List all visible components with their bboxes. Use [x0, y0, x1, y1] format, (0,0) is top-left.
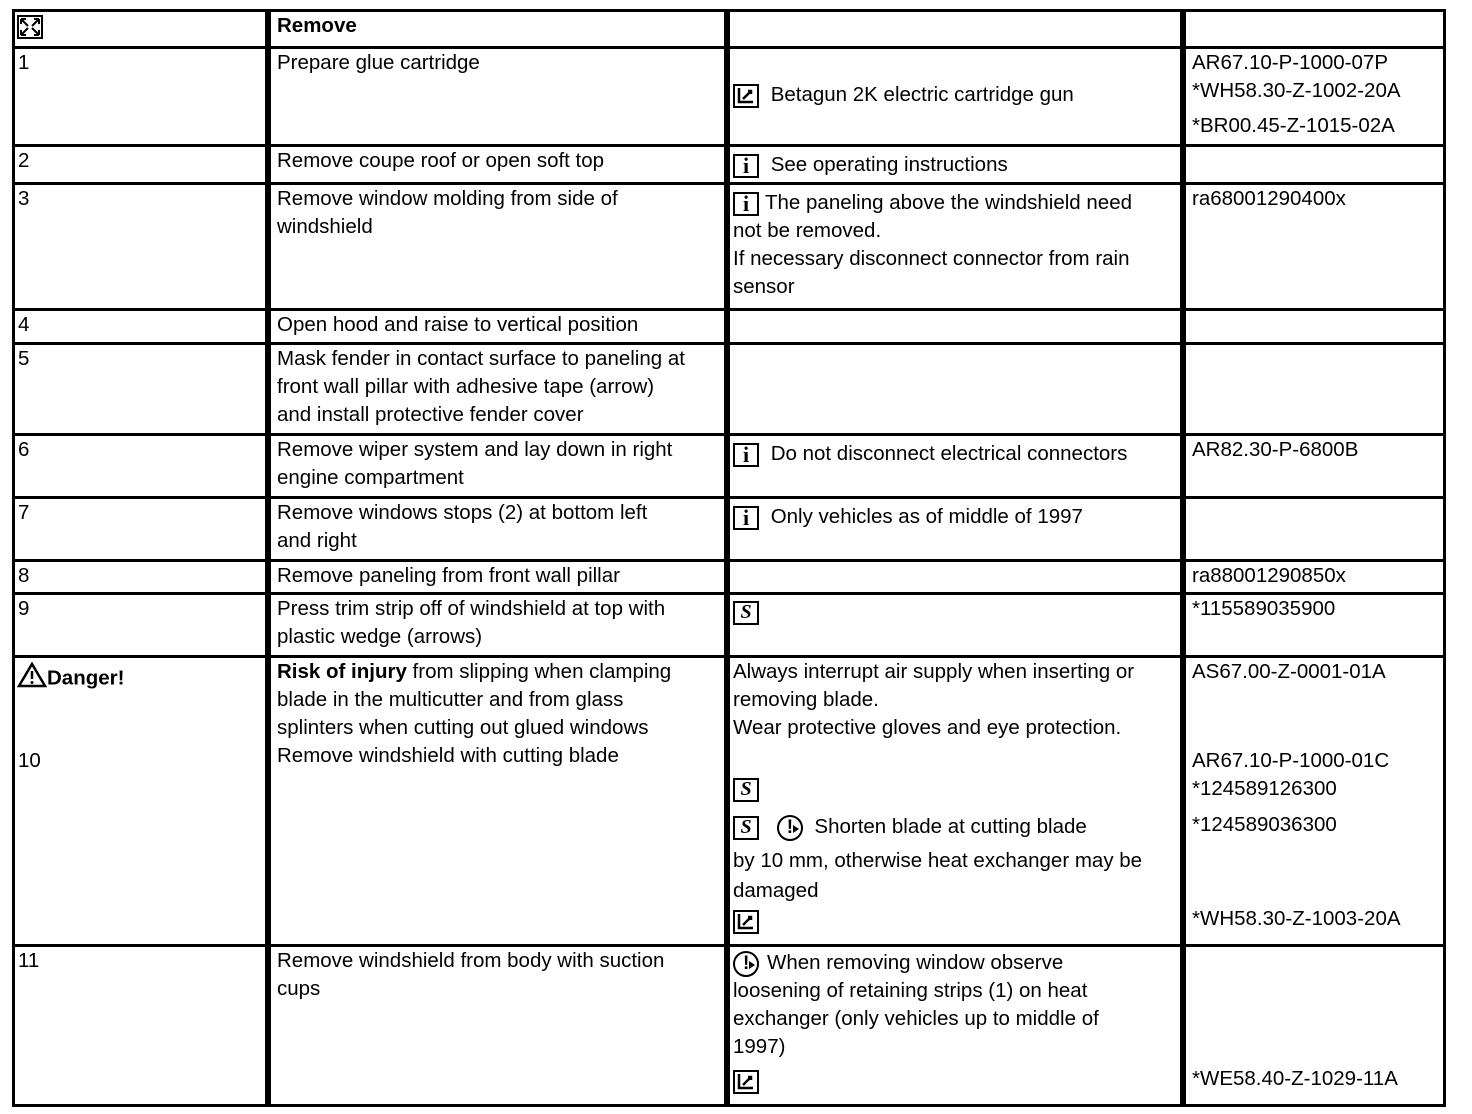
step-action-line: Remove window molding from side of — [277, 187, 618, 210]
step-note: Do not disconnect electrical connectors — [770, 442, 1128, 465]
reference-link[interactable]: *WH58.30-Z-1002-20A — [1192, 79, 1401, 102]
safety-line: removing blade. — [733, 688, 879, 711]
step-number: 2 — [12, 144, 268, 185]
step-note-line: When removing window observe — [767, 951, 1064, 974]
tool-icon — [733, 84, 759, 108]
risk-line: blade in the multicutter and from glass — [277, 688, 624, 711]
step-note-line: loosening of retaining strips (1) on heat — [733, 979, 1088, 1002]
info-icon: i — [733, 443, 759, 467]
table-row — [12, 559, 1446, 595]
step-action-line: plastic wedge (arrows) — [277, 625, 483, 648]
table-row — [12, 182, 1446, 311]
step-number: 10 — [18, 749, 41, 772]
reference-link[interactable]: AR67.10-P-1000-01C — [1192, 749, 1390, 772]
table-row — [12, 433, 1446, 499]
step-action: Open hood and raise to vertical position — [268, 308, 727, 345]
info-icon: i — [733, 506, 759, 530]
special-tool-icon: S — [733, 778, 759, 802]
note-icon — [733, 951, 759, 977]
danger-label: Danger! — [47, 666, 125, 690]
risk-line: splinters when cutting out glued windows — [277, 716, 649, 739]
reference-link[interactable]: *WE58.40-Z-1029-11A — [1192, 1067, 1398, 1090]
step-action-line: front wall pillar with adhesive tape (arrow) — [277, 375, 655, 398]
reference-link[interactable]: ra68001290400x — [1183, 182, 1446, 311]
step-note: Betagun 2K electric cartridge gun — [770, 83, 1074, 106]
step-action-line: engine compartment — [277, 466, 464, 489]
step-note: See operating instructions — [770, 153, 1008, 176]
table-row — [12, 496, 1446, 562]
procedure-table — [12, 9, 1446, 1107]
step-note-line: exchanger (only vehicles up to middle of — [733, 1007, 1099, 1030]
reference-link[interactable]: AS67.00-Z-0001-01A — [1192, 660, 1386, 683]
step-note-line: not be removed. — [733, 219, 882, 242]
step-action: Remove coupe roof or open soft top — [268, 144, 727, 185]
table-row — [12, 46, 1446, 147]
step-number: 6 — [12, 433, 268, 499]
reference-link[interactable]: AR67.10-P-1000-07P — [1192, 51, 1389, 74]
table-row — [12, 342, 1446, 436]
step-note: Only vehicles as of middle of 1997 — [770, 505, 1083, 528]
info-icon: i — [733, 192, 759, 216]
table-row — [12, 308, 1446, 345]
step-note-line: 1997) — [733, 1035, 786, 1058]
step-note-line: damaged — [733, 879, 819, 902]
reference-link[interactable]: *BR00.45-Z-1015-02A — [1192, 114, 1395, 137]
special-tool-icon: S — [733, 601, 759, 625]
step-note-line: The paneling above the windshield need — [765, 191, 1132, 214]
tool-icon — [733, 1070, 759, 1094]
reference-link[interactable]: ra88001290850x — [1183, 559, 1446, 595]
note-icon — [777, 815, 803, 841]
step-action-line: Remove windshield from body with suction — [277, 949, 665, 972]
step-note-line: If necessary disconnect connector from rain — [733, 247, 1130, 270]
step-note-line: Shorten blade at cutting blade — [814, 815, 1087, 838]
table-header-row — [12, 9, 1446, 49]
step-action-line: and install protective fender cover — [277, 403, 584, 426]
step-number: 7 — [12, 496, 268, 562]
step-action-line: cups — [277, 977, 321, 1000]
risk-line: from slipping when clamping — [406, 660, 672, 683]
table-row — [12, 592, 1446, 658]
step-action-line: and right — [277, 529, 357, 552]
reference-link[interactable]: *124589126300 — [1192, 777, 1337, 800]
table-row — [12, 655, 1446, 947]
safety-line: Always interrupt air supply when inserting or — [733, 660, 1135, 683]
step-action: Prepare glue cartridge — [268, 46, 727, 147]
reference-link[interactable]: *115589035900 — [1183, 592, 1446, 658]
info-icon: i — [733, 154, 759, 178]
reference-link[interactable]: AR82.30-P-6800B — [1183, 433, 1446, 499]
table-row — [12, 144, 1446, 185]
step-action-line: windshield — [277, 215, 373, 238]
step-number: 5 — [12, 342, 268, 436]
warning-triangle-icon — [17, 662, 47, 696]
safety-line: Wear protective gloves and eye protection. — [733, 716, 1122, 739]
reference-link[interactable]: *124589036300 — [1192, 813, 1337, 836]
step-action-line: Remove wiper system and lay down in right — [277, 438, 673, 461]
step-action: Remove windshield with cutting blade — [277, 744, 619, 767]
step-action: Remove paneling from front wall pillar — [268, 559, 727, 595]
step-action-line: Remove windows stops (2) at bottom left — [277, 501, 648, 524]
step-number: 9 — [12, 592, 268, 658]
step-note-line: by 10 mm, otherwise heat exchanger may be — [733, 849, 1143, 872]
section-title: Remove — [268, 9, 727, 49]
step-action-line: Press trim strip off of windshield at top with — [277, 597, 666, 620]
reference-link[interactable]: *WH58.30-Z-1003-20A — [1192, 907, 1401, 930]
step-number: 1 — [12, 46, 268, 147]
step-number: 8 — [12, 559, 268, 595]
table-row — [12, 944, 1446, 1107]
step-action-line: Mask fender in contact surface to paneling at — [277, 347, 685, 370]
risk-title: Risk of injury — [277, 660, 407, 683]
step-number: 11 — [12, 944, 268, 1107]
special-tool-icon: S — [733, 816, 759, 840]
tool-icon — [733, 910, 759, 934]
step-number: 3 — [12, 182, 268, 311]
expand-icon[interactable] — [17, 15, 43, 47]
step-note-line: sensor — [733, 275, 795, 298]
step-number: 4 — [12, 308, 268, 345]
